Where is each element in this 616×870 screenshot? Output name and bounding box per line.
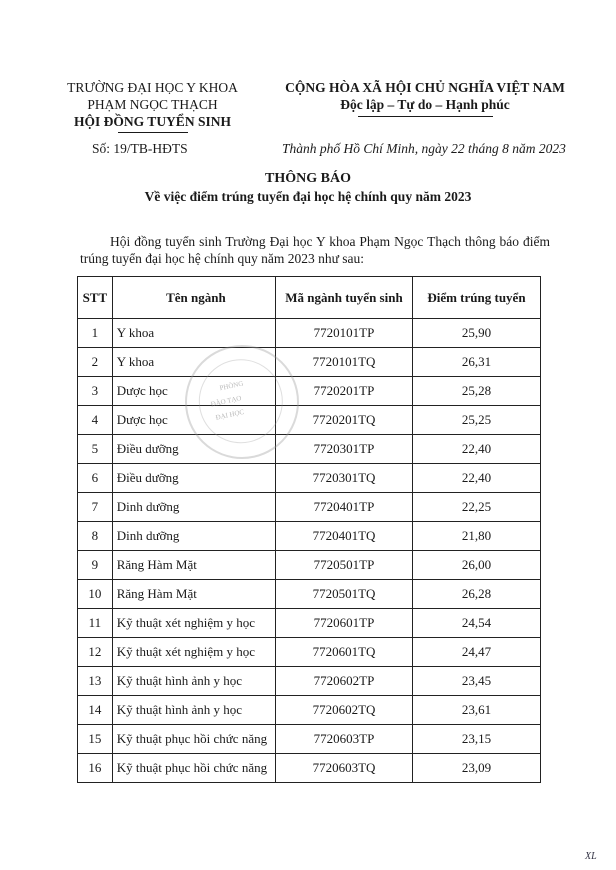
motto: Độc lập – Tự do – Hạnh phúc: [340, 97, 510, 112]
row-major-name: Kỹ thuật hình ảnh y học: [112, 667, 275, 696]
table-row: [78, 377, 541, 406]
row-score: 25,90: [412, 319, 540, 348]
table-row: [78, 580, 541, 609]
row-score: 25,25: [412, 406, 540, 435]
row-score: 26,00: [412, 551, 540, 580]
row-major-code: 7720401TP: [276, 493, 413, 522]
row-score: 23,09: [412, 754, 540, 783]
row-score: 22,25: [412, 493, 540, 522]
row-stt: 2: [78, 348, 113, 377]
row-score: 23,61: [412, 696, 540, 725]
initials-mark: XL: [585, 851, 597, 862]
row-score: 26,28: [412, 580, 540, 609]
row-major-code: 7720602TP: [276, 667, 413, 696]
row-score: 23,15: [412, 725, 540, 754]
header-major-code: Mã ngành tuyển sinh: [276, 277, 413, 319]
row-stt: 4: [78, 406, 113, 435]
row-stt: 7: [78, 493, 113, 522]
row-score: 23,45: [412, 667, 540, 696]
stamp-text: PHÒNG: [218, 379, 245, 393]
row-score: 25,28: [412, 377, 540, 406]
table-row: [78, 464, 541, 493]
row-stt: 14: [78, 696, 113, 725]
header-score: Điểm trúng tuyển: [412, 277, 540, 319]
row-stt: 6: [78, 464, 113, 493]
row-score: 26,31: [412, 348, 540, 377]
header-major-name: Tên ngành: [112, 277, 275, 319]
national-motto-block: [275, 79, 575, 117]
table-row: [78, 609, 541, 638]
stamp-text: ĐÀO TẠO: [210, 394, 243, 409]
row-major-name: Kỹ thuật phục hồi chức năng: [112, 754, 275, 783]
table-row: [78, 725, 541, 754]
row-major-name: Kỹ thuật phục hồi chức năng: [112, 725, 275, 754]
row-major-code: 7720603TQ: [276, 754, 413, 783]
row-stt: 16: [78, 754, 113, 783]
admission-scores-table: [77, 276, 541, 783]
table-header-row: [78, 277, 541, 319]
row-major-name: Kỹ thuật hình ảnh y học: [112, 696, 275, 725]
row-major-code: 7720301TQ: [276, 464, 413, 493]
document-title: THÔNG BÁO: [265, 171, 351, 186]
table-row: [78, 348, 541, 377]
row-major-code: 7720602TQ: [276, 696, 413, 725]
row-major-code: 7720601TP: [276, 609, 413, 638]
council-name: HỘI ĐỒNG TUYỂN SINH: [74, 114, 231, 129]
table-row: [78, 551, 541, 580]
row-stt: 5: [78, 435, 113, 464]
stamp-text: ĐẠI HỌC: [214, 407, 245, 422]
table-row: [78, 319, 541, 348]
row-major-code: 7720201TP: [276, 377, 413, 406]
country-name: CỘNG HÒA XÃ HỘI CHỦ NGHĨA VIỆT NAM: [285, 80, 565, 95]
row-major-code: 7720101TP: [276, 319, 413, 348]
row-major-name: Kỹ thuật xét nghiệm y học: [112, 638, 275, 667]
document-number: Số: 19/TB-HĐTS: [92, 141, 188, 156]
row-score: 21,80: [412, 522, 540, 551]
table-row: [78, 435, 541, 464]
row-major-code: 7720601TQ: [276, 638, 413, 667]
motto-underline: [358, 116, 493, 117]
table-row: [78, 696, 541, 725]
row-major-name: Điều dưỡng: [112, 435, 275, 464]
row-score: 22,40: [412, 464, 540, 493]
row-major-name: Y khoa: [112, 319, 275, 348]
row-score: 24,47: [412, 638, 540, 667]
table-row: [78, 406, 541, 435]
row-major-name: Dinh dưỡng: [112, 493, 275, 522]
row-score: 22,40: [412, 435, 540, 464]
row-major-name: Y khoa: [112, 348, 275, 377]
row-major-name: Dinh dưỡng: [112, 522, 275, 551]
row-stt: 12: [78, 638, 113, 667]
row-stt: 1: [78, 319, 113, 348]
header-stt: STT: [78, 277, 113, 319]
intro-paragraph: Hội đồng tuyển sinh Trường Đại học Y khoa Phạm Ngọc Thạch thông báo điểm trúng tuyển đại học hệ chính quy năm 2023 như sau:: [80, 234, 550, 266]
university-name: TRƯỜNG ĐẠI HỌC Y KHOA: [67, 80, 238, 95]
university-name-2: PHẠM NGỌC THẠCH: [87, 97, 218, 112]
row-stt: 10: [78, 580, 113, 609]
row-major-code: 7720401TQ: [276, 522, 413, 551]
table-row: [78, 667, 541, 696]
row-major-name: Răng Hàm Mặt: [112, 580, 275, 609]
row-major-code: 7720301TP: [276, 435, 413, 464]
issuer-block: [40, 79, 265, 133]
row-major-name: Răng Hàm Mặt: [112, 551, 275, 580]
row-stt: 15: [78, 725, 113, 754]
council-underline: [118, 132, 188, 133]
document-subtitle: Về việc điểm trúng tuyển đại học hệ chính quy năm 2023: [144, 189, 472, 204]
row-stt: 8: [78, 522, 113, 551]
row-stt: 11: [78, 609, 113, 638]
place-date: Thành phố Hồ Chí Minh, ngày 22 tháng 8 năm 2023: [282, 141, 566, 156]
row-major-name: Dược học: [112, 406, 275, 435]
row-stt: 13: [78, 667, 113, 696]
row-major-code: 7720101TQ: [276, 348, 413, 377]
row-major-code: 7720603TP: [276, 725, 413, 754]
table-body: [78, 319, 541, 783]
row-major-name: Điều dưỡng: [112, 464, 275, 493]
row-major-code: 7720501TQ: [276, 580, 413, 609]
table-row: [78, 754, 541, 783]
row-stt: 3: [78, 377, 113, 406]
row-stt: 9: [78, 551, 113, 580]
row-major-name: Kỹ thuật xét nghiệm y học: [112, 609, 275, 638]
table-row: [78, 638, 541, 667]
row-major-code: 7720201TQ: [276, 406, 413, 435]
row-major-name: Dược học: [112, 377, 275, 406]
table-row: [78, 493, 541, 522]
row-score: 24,54: [412, 609, 540, 638]
row-major-code: 7720501TP: [276, 551, 413, 580]
table-row: [78, 522, 541, 551]
